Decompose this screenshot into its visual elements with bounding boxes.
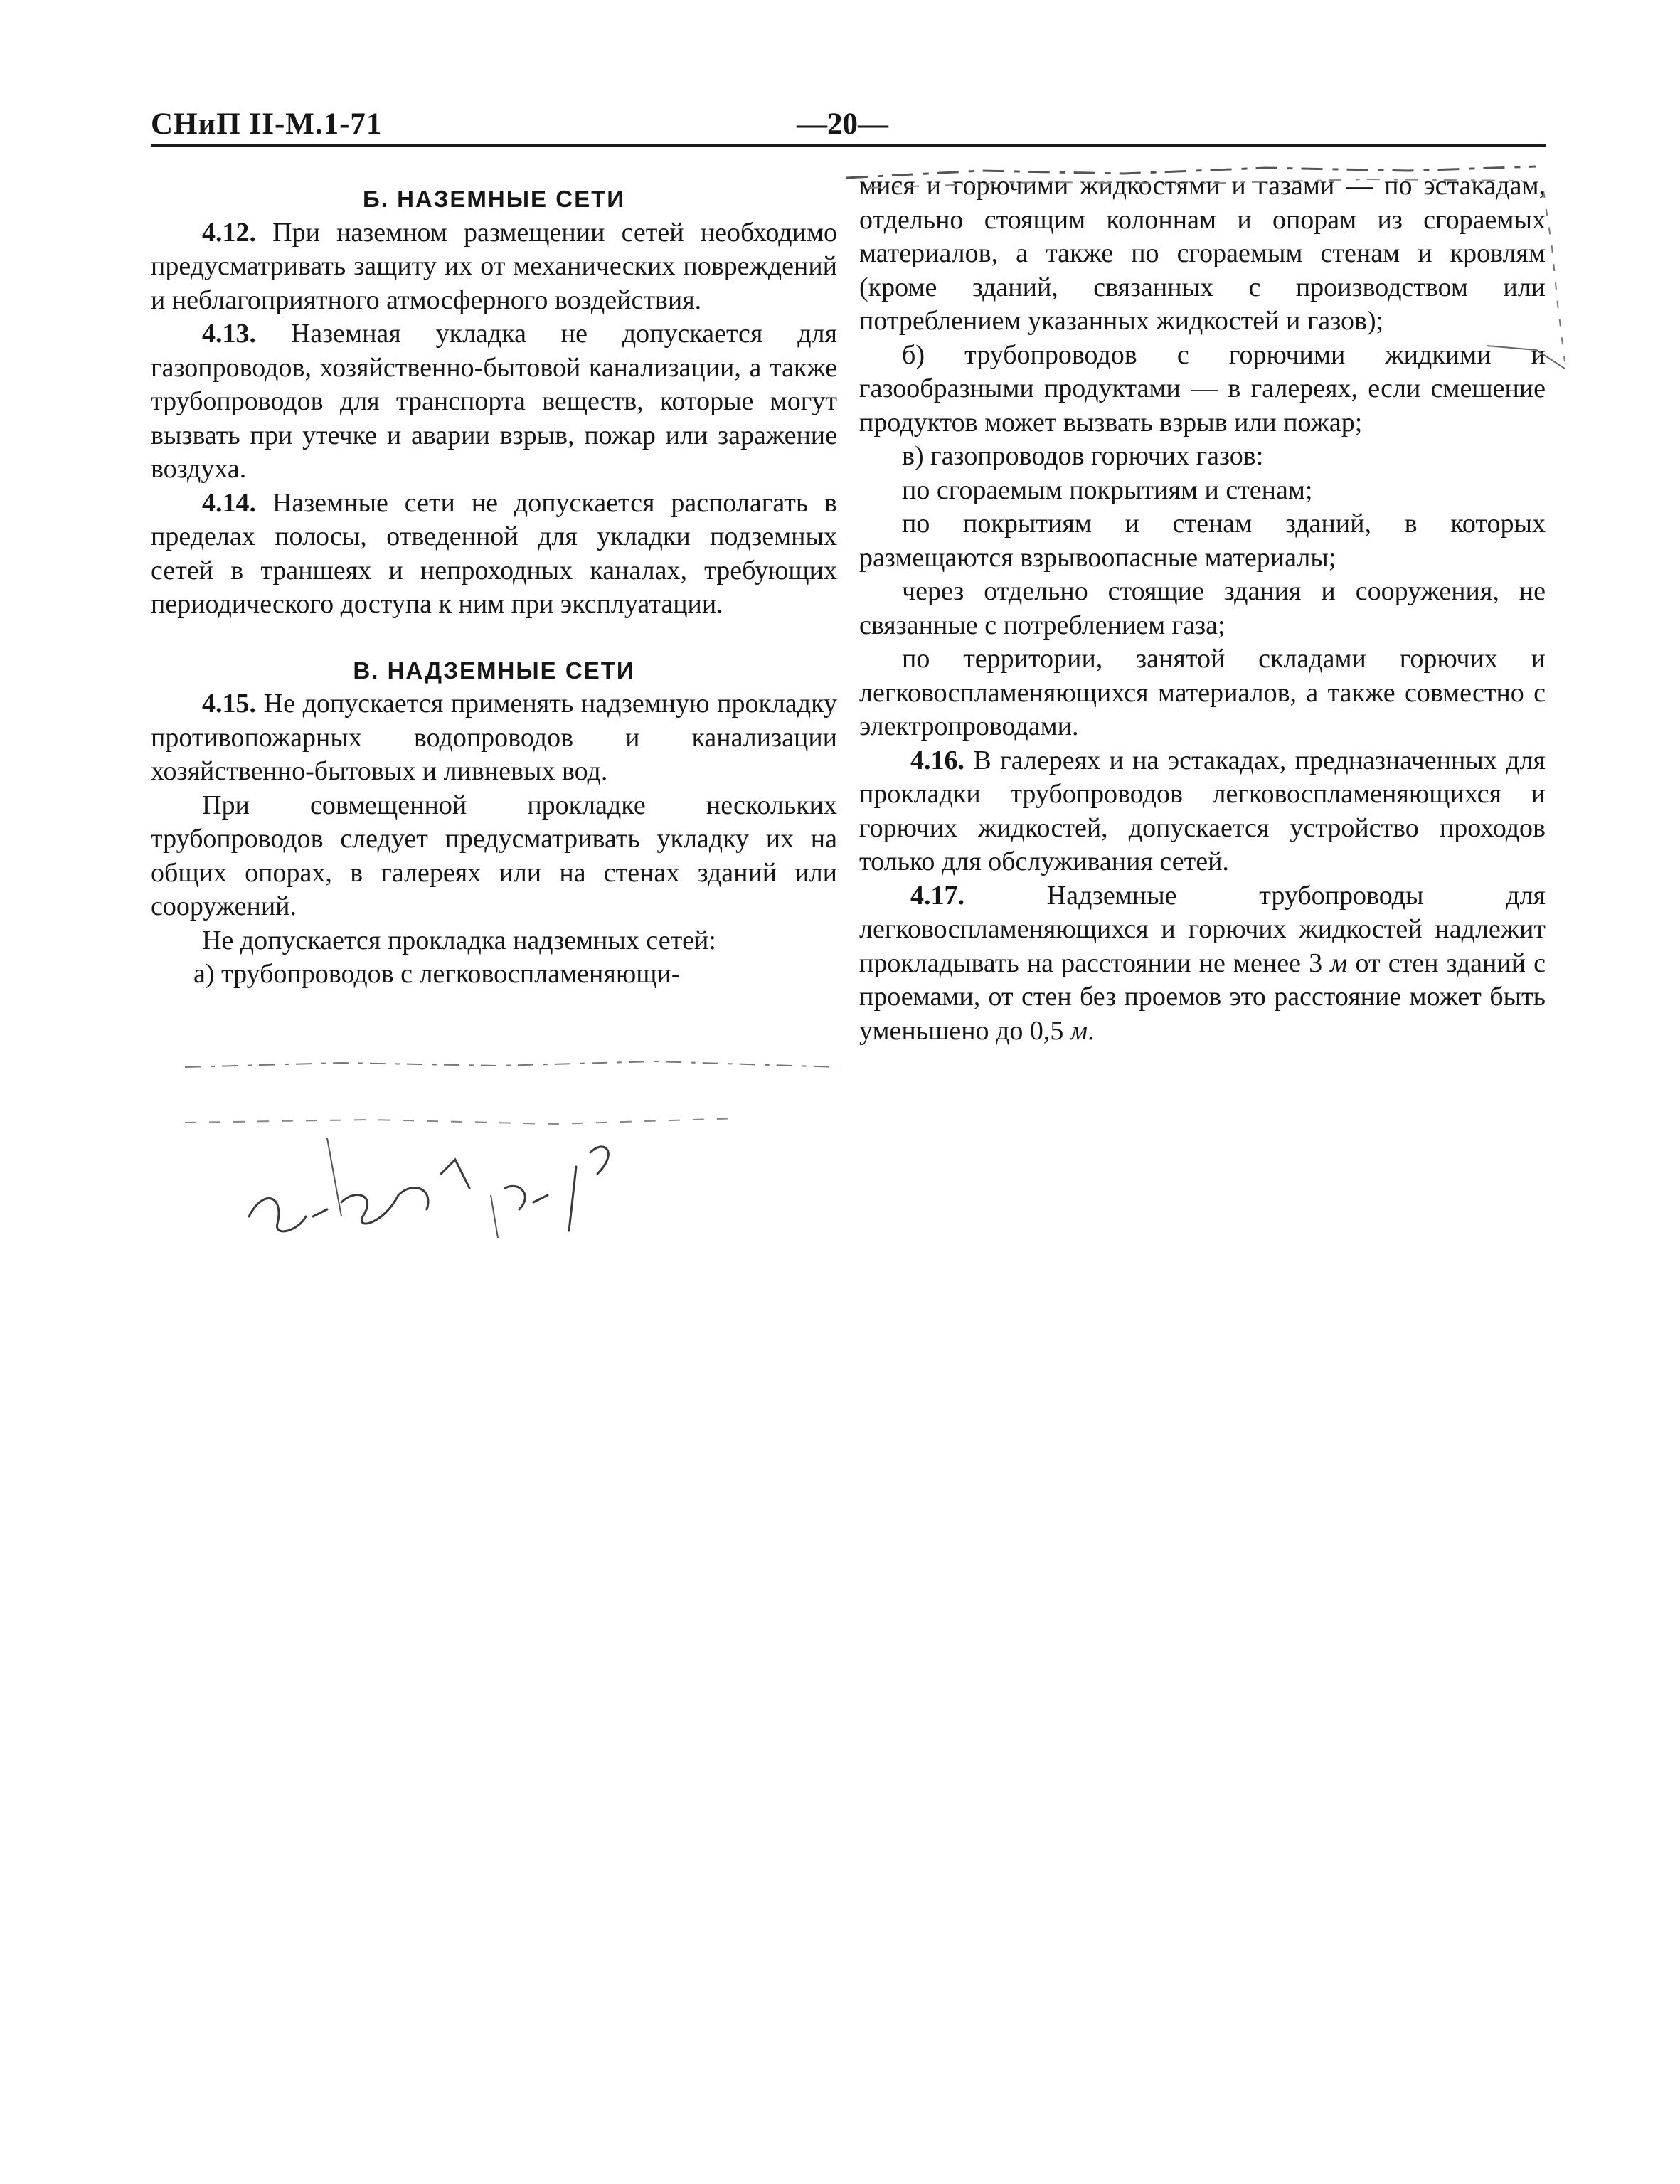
paragraph-4-12 — [151, 216, 837, 318]
paragraph-text: В галереях и на эстакадах, предназначенных для прокладки трубопроводов легковоспламеняющихся и горючих жидкостей, допускается устройство проходов только для обслуживания сетей. — [859, 745, 1546, 876]
list-item-v-3: через отдельно стоящие здания и сооружения, не связанные с потреблением газа; — [859, 576, 1546, 640]
right-column — [859, 169, 1546, 1048]
page-number: —20— — [797, 107, 888, 141]
paragraph-4-15-combined: При совмещенной прокладке нескольких трубопроводов следует предусматривать укладку их на общих опорах, в галереях или на стенах зданий или сооружений. — [151, 790, 837, 921]
header-rule — [151, 144, 1546, 147]
list-item-v: в) газопроводов горючих газов: — [902, 441, 1264, 471]
paragraph-number: 4.14. — [202, 487, 256, 518]
list-item-v-1: по сгораемым покрытиям и стенам; — [902, 475, 1313, 505]
paragraph-4-14 — [151, 487, 837, 622]
section-v-title: В. НАДЗЕМНЫЕ СЕТИ — [353, 657, 635, 684]
section-b-title: Б. НАЗЕМНЫЕ СЕТИ — [363, 186, 625, 212]
paragraph-number: 4.17. — [910, 880, 964, 911]
document-code: СНиП II-М.1-71 — [151, 107, 383, 141]
paragraph-text: Наземные сети не допускается располагать в пределах полосы, отведенной для укладки подземных сетей в траншеях и непроходных каналах, требующих периодического доступа к ним при эксплуатации. — [151, 487, 837, 619]
list-item-v-2: по покрытиям и стенам зданий, в которых размещаются взрывоопасные материалы; — [859, 509, 1546, 573]
unit-meter: м — [1070, 1015, 1088, 1046]
list-item-v-4: по территории, занятой складами горючих и легковоспламеняющихся материалов, а также совместно с электропроводами. — [859, 644, 1546, 741]
list-item-a-start: а) трубопроводов с легковоспламеняющи- — [193, 959, 681, 989]
paragraph-end: . — [1088, 1015, 1095, 1046]
paragraph-number: 4.13. — [202, 319, 256, 349]
handwritten-signature — [235, 1110, 676, 1252]
paragraph-4-17 — [859, 879, 1546, 1049]
paragraph-number: 4.12. — [202, 217, 256, 248]
paragraph-text: Надземные трубопроводы для легковоспламеняющихся и горючих жидкостей надлежит прокладывать на расстоянии не менее 3 — [859, 880, 1546, 978]
paragraph-text: Наземная укладка не допускается для газопроводов, хозяйственно-бытовой канализации, а также трубопроводов для транспорта веществ, которые могут вызвать при утечке и аварии взрыв, пожар или заражение воздуха. — [151, 319, 837, 484]
unit-meter: м — [1330, 948, 1348, 978]
paragraph-number: 4.15. — [202, 689, 256, 719]
paragraph-4-15-prohibited: Не допускается прокладка надземных сетей: — [202, 925, 716, 955]
paragraph-4-16 — [859, 744, 1546, 879]
paragraph-text: от стен зданий с проемами, от стен без проемов это расстояние может быть уменьшено до 0,5 — [859, 948, 1546, 1046]
list-item-b: б) трубопроводов с горючими жидкими и газообразными продуктами — в галереях, если смешение продуктов может вызвать взрыв или пожар; — [859, 339, 1546, 438]
paragraph-4-13 — [151, 317, 837, 487]
paragraph-text: При наземном размещении сетей необходимо предусматривать защиту их от механических повреждений и неблагоприятного атмосферного воздействия. — [151, 217, 837, 315]
paragraph-number: 4.16. — [910, 745, 964, 775]
paragraph-4-15 — [151, 687, 837, 789]
left-column — [151, 169, 837, 992]
list-item-a-continued: мися и горючими жидкостями и газами — по эстакадам, отдельно стоящим колоннам и опорам из сгораемых материалов, а также по сгораемым стенам и кровлям (кроме зданий, связанных с производством или потреблением указанных жидкостей и газов); — [859, 171, 1546, 336]
paragraph-text: Не допускается применять надземную прокладку противопожарных водопроводов и канализации хозяйственно-бытовых и ливневых вод. — [151, 689, 837, 786]
